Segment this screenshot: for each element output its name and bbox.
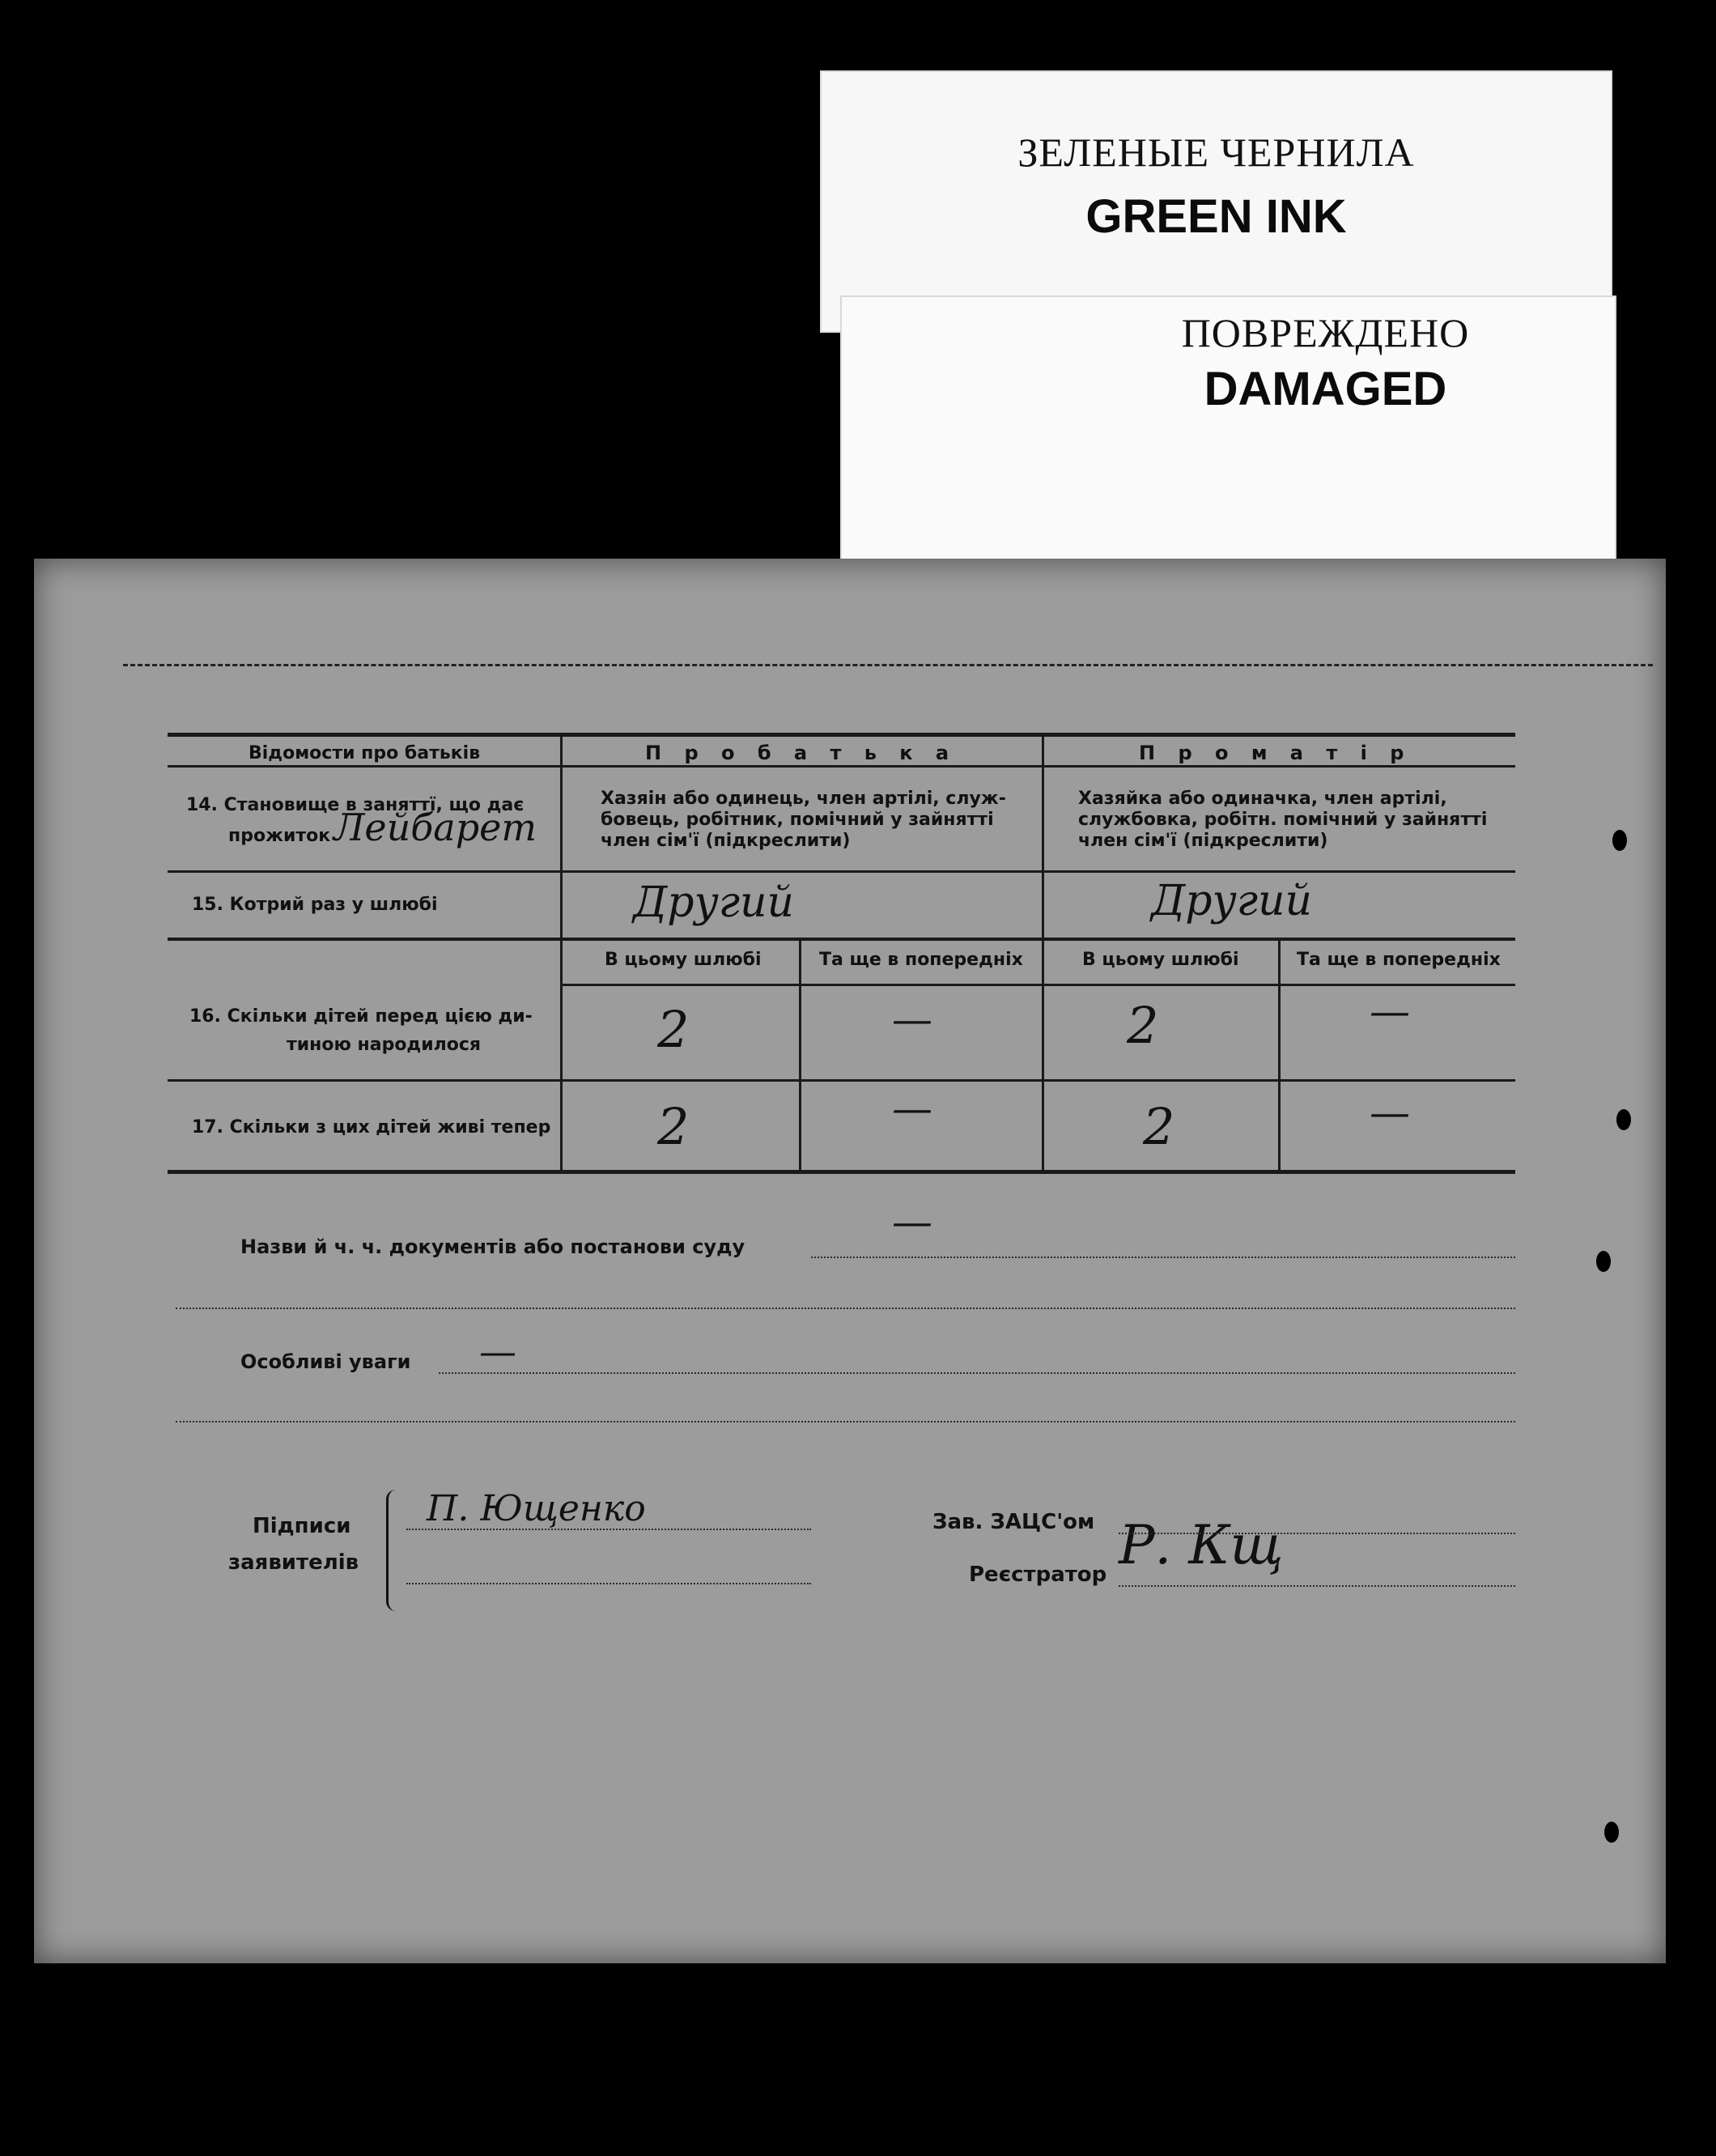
green-ink-card xyxy=(820,70,1612,333)
row14-mother-options-2: службовка, робітн. помічний у зайнятті xyxy=(1078,810,1488,830)
row15-label: 15. Котрий раз у шлюбі xyxy=(192,895,438,915)
row14-father-options-3: член сім'ї (підкреслити) xyxy=(601,831,851,851)
documents-value: — xyxy=(892,1198,932,1245)
row14-mother-options-1: Хазяйка або одиначка, член артілі, xyxy=(1078,789,1447,809)
row14-label-2: прожиток xyxy=(228,826,331,846)
row17-father-prev: — xyxy=(892,1085,932,1132)
binding-hole xyxy=(1604,1822,1619,1843)
notes-label: Особливі уваги xyxy=(240,1350,411,1373)
signatures-label: Підписи xyxy=(253,1514,351,1538)
subheader-father-this: В цьому шлюбі xyxy=(605,950,762,970)
row16-father-prev: — xyxy=(892,996,932,1043)
table-bottom-rule xyxy=(168,1170,1515,1174)
row14-label: 14. Становище в заняттї, що дає xyxy=(186,795,525,815)
table-header-rule xyxy=(168,765,1515,768)
head-label: Зав. ЗАЦС'ом xyxy=(932,1510,1095,1534)
applicant-signature: П. Ющенко xyxy=(427,1488,646,1529)
damaged-en-label: DAMAGED xyxy=(1204,363,1447,415)
row15-rule xyxy=(168,938,1515,941)
row16-label-2: тиною народилося xyxy=(287,1035,482,1055)
green-ink-en-label: GREEN INK xyxy=(1085,190,1347,243)
notes-line-2 xyxy=(176,1421,1515,1422)
head-line xyxy=(1119,1533,1515,1534)
header-mother: П р о м а т і р xyxy=(1139,742,1412,764)
subheader-mother-this: В цьому шлюбі xyxy=(1082,950,1239,970)
table-top-rule xyxy=(168,733,1515,737)
row14-father-options-2: бовець, робітник, помічний у зайнятті xyxy=(601,810,994,830)
green-ink-ru-label: ЗЕЛЕНЫЕ ЧЕРНИЛА xyxy=(1017,130,1415,175)
notes-value: — xyxy=(479,1329,516,1373)
tear-line xyxy=(123,664,1653,666)
col-divider-2 xyxy=(1042,733,1044,1174)
registry-form xyxy=(34,559,1666,1963)
subheader-father-prev: Та ще в попередніх xyxy=(819,950,1023,970)
row16-rule xyxy=(168,1079,1515,1082)
row16-father-this: 2 xyxy=(657,1000,690,1059)
damaged-ru-label: ПОВРЕЖДЕНО xyxy=(1181,310,1470,355)
row14-handwritten-occupation: Лейбарет xyxy=(333,806,537,849)
signatures-label-2: заявителів xyxy=(228,1550,359,1575)
row17-father-this: 2 xyxy=(657,1097,690,1156)
notes-line-1 xyxy=(439,1372,1515,1374)
row16-mother-this: 2 xyxy=(1127,996,1159,1055)
row17-mother-this: 2 xyxy=(1143,1097,1175,1156)
applicant-line-1 xyxy=(406,1529,811,1530)
registrar-signature: Р. Кщ xyxy=(1119,1514,1284,1576)
row16-mother-prev: — xyxy=(1370,988,1410,1035)
row16-label: 16. Скільки дітей перед цією ди- xyxy=(189,1006,533,1027)
documents-line-1 xyxy=(811,1257,1515,1258)
documents-label: Назви й ч. ч. документів або постанови суду xyxy=(240,1235,745,1258)
header-parents-info: Відомости про батьків xyxy=(248,743,481,763)
documents-line-2 xyxy=(176,1308,1515,1309)
row14-father-options-1: Хазяін або одинець, член артілі, служ- xyxy=(601,789,1006,809)
registrar-label: Реєстратор xyxy=(969,1563,1107,1587)
row15-father-value: Другий xyxy=(633,878,794,927)
binding-hole xyxy=(1596,1251,1611,1272)
row15-mother-value: Другий xyxy=(1151,877,1312,925)
row14-mother-options-3: член сім'ї (підкреслити) xyxy=(1078,831,1328,851)
col-divider-4 xyxy=(1278,941,1281,1174)
row17-label: 17. Скільки з цих дітей живі тепер xyxy=(192,1117,551,1138)
col-divider-3 xyxy=(799,941,801,1174)
registrar-line xyxy=(1119,1585,1515,1587)
row14-rule xyxy=(168,870,1515,873)
binding-hole xyxy=(1616,1109,1631,1130)
binding-hole xyxy=(1612,830,1627,851)
applicant-line-2 xyxy=(406,1583,811,1584)
signatures-brace xyxy=(386,1490,400,1611)
subheader-mother-prev: Та ще в попередніх xyxy=(1297,950,1501,970)
subheader-rule xyxy=(560,984,1515,986)
header-father: П р о б а т ь к а xyxy=(645,742,958,764)
row17-mother-prev: — xyxy=(1370,1089,1410,1136)
damaged-card xyxy=(840,296,1616,570)
col-divider-1 xyxy=(560,733,563,1174)
